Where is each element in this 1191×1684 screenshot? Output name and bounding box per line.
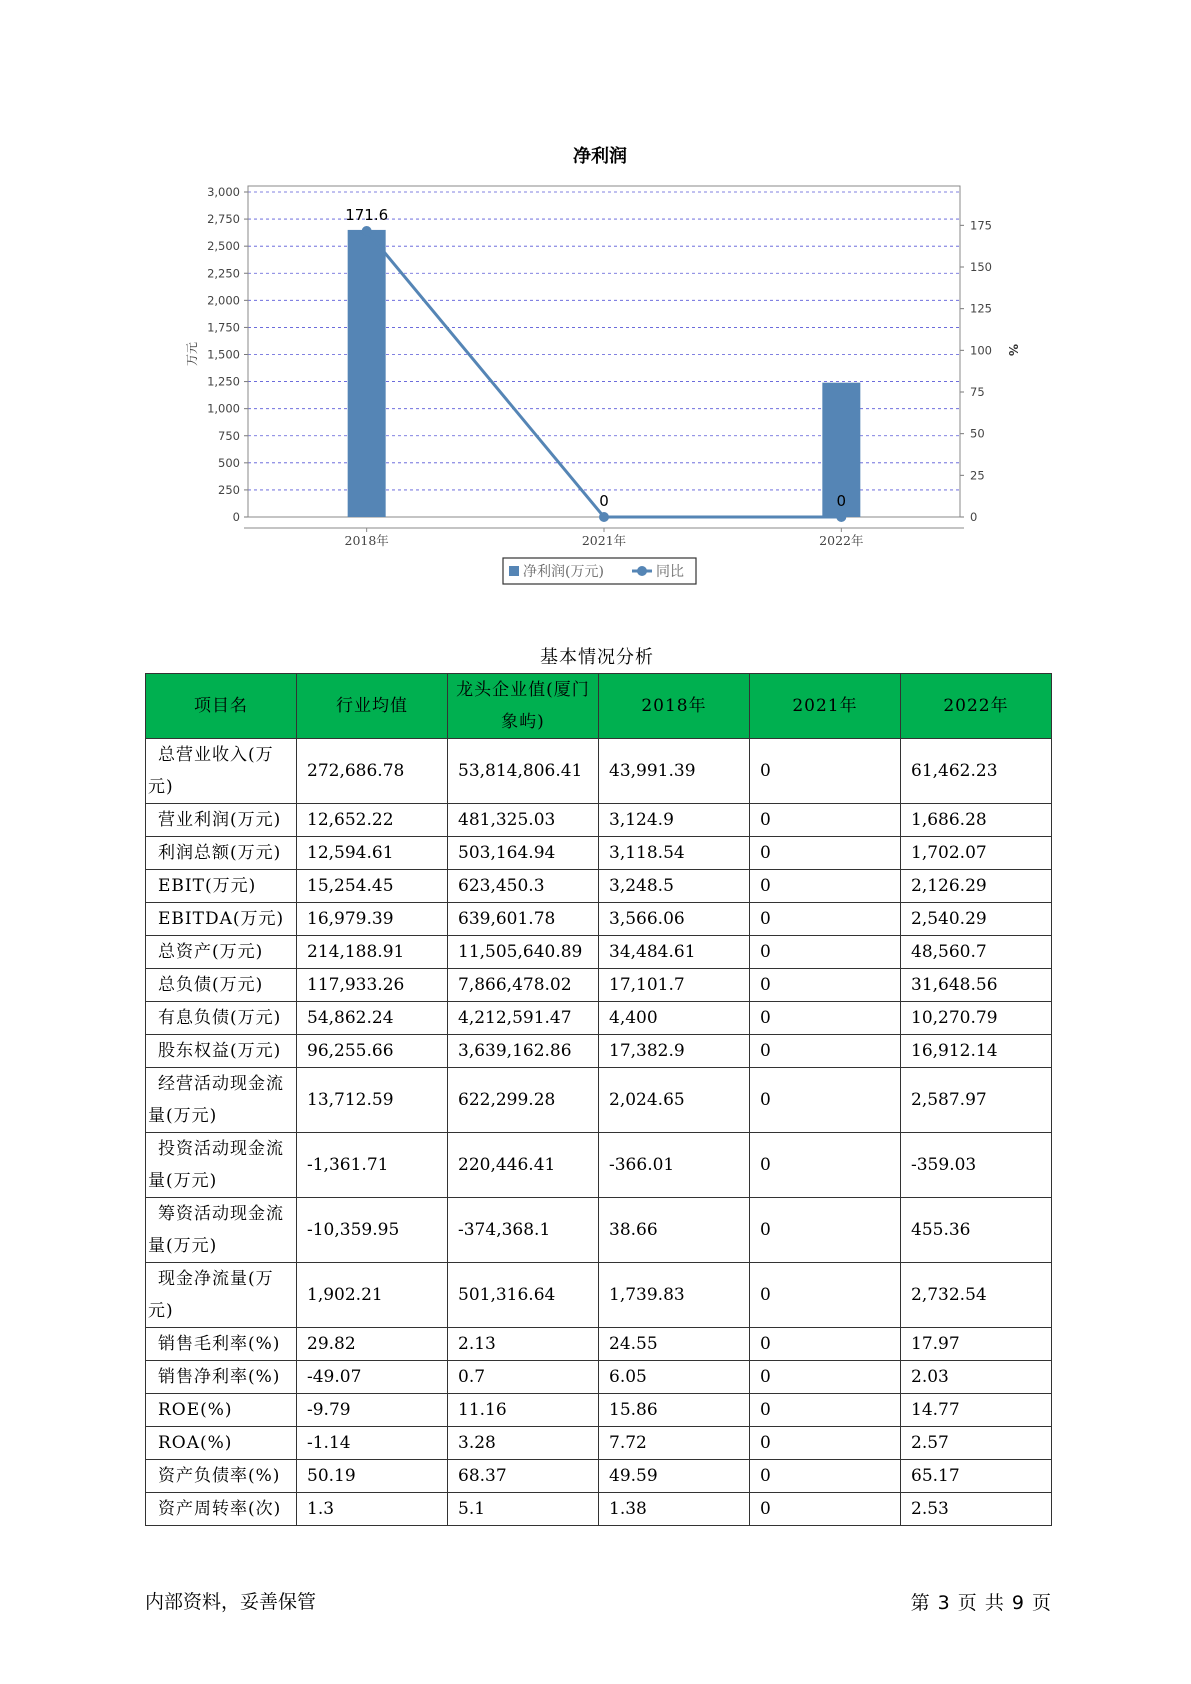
y2-tick-label: 175 [970,218,992,233]
row-value: 0.7 [448,1361,599,1394]
y-tick-label: 2,000 [207,293,240,308]
legend-line-label: 同比 [656,564,684,580]
row-value: 38.66 [599,1198,750,1263]
row-name [146,1002,297,1035]
row-value: 6.05 [599,1361,750,1394]
row-value: 1.38 [599,1493,750,1526]
row-name [146,739,297,804]
row-value: 623,450.3 [448,870,599,903]
table-row [146,870,1052,903]
row-value: 1,902.21 [297,1263,448,1328]
y-tick-label: 1,750 [207,320,240,335]
row-value: 15.86 [599,1394,750,1427]
row-value: 501,316.64 [448,1263,599,1328]
row-name [146,1493,297,1526]
y2-axis-label: % [1006,343,1020,357]
row-value: 5.1 [448,1493,599,1526]
table-row [146,1133,1052,1198]
row-name [146,969,297,1002]
row-value: 481,325.03 [448,804,599,837]
row-value: 2,024.65 [599,1068,750,1133]
row-value: 16,912.14 [901,1035,1052,1068]
row-value: 54,862.24 [297,1002,448,1035]
row-name [146,1068,297,1133]
row-value: 2,540.29 [901,903,1052,936]
y-tick-label: 3,000 [207,185,240,199]
row-value: 3,118.54 [599,837,750,870]
row-value: 0 [750,969,901,1002]
y-tick-label: 1,250 [207,374,240,389]
row-value: 3,124.9 [599,804,750,837]
row-value: 96,255.66 [297,1035,448,1068]
row-name-text: 营业利润(万元) [158,810,282,830]
row-name-text: 利润总额(万元) [158,843,282,863]
row-name-text: 总负债(万元) [158,975,264,995]
row-value: 2,126.29 [901,870,1052,903]
row-value: 0 [750,903,901,936]
row-name-text: ROE(%) [158,1400,233,1420]
table-row [146,903,1052,936]
table-row [146,1427,1052,1460]
legend-bar-swatch [509,566,519,576]
row-value: 2.03 [901,1361,1052,1394]
table-row [146,1493,1052,1526]
row-value: 68.37 [448,1460,599,1493]
row-value: 272,686.78 [297,739,448,804]
row-name [146,903,297,936]
y-tick-label: 2,750 [207,212,240,227]
y-tick-label: 750 [218,428,240,443]
row-name [146,1427,297,1460]
row-value: 61,462.23 [901,739,1052,804]
row-value: 34,484.61 [599,936,750,969]
row-value: 15,254.45 [297,870,448,903]
y2-tick-label: 125 [970,301,992,316]
row-value: 1,702.07 [901,837,1052,870]
row-value: 117,933.26 [297,969,448,1002]
row-value: 220,446.41 [448,1133,599,1198]
row-value: 0 [750,1035,901,1068]
row-value: 2.53 [901,1493,1052,1526]
row-value: 0 [750,1198,901,1263]
y2-tick-label: 50 [970,426,985,441]
row-name [146,1361,297,1394]
row-value: 65.17 [901,1460,1052,1493]
analysis-table [145,673,1052,1526]
row-value: 13,712.59 [297,1068,448,1133]
table-body [146,739,1052,1526]
row-value: 16,979.39 [297,903,448,936]
point-yoy [362,226,372,236]
row-value: -1.14 [297,1427,448,1460]
row-value: 0 [750,870,901,903]
row-name-text: 股东权益(万元) [158,1041,282,1061]
row-value: 0 [750,837,901,870]
row-value: 12,652.22 [297,804,448,837]
row-value: 1,686.28 [901,804,1052,837]
row-name-text: ROA(%) [158,1433,233,1453]
row-value: 0 [750,804,901,837]
row-name-text: 总营业收入(万元) [148,745,274,797]
row-value: -1,361.71 [297,1133,448,1198]
table-row [146,1002,1052,1035]
row-name [146,804,297,837]
header-item-name: 项目名 [146,674,297,739]
row-value: 2,732.54 [901,1263,1052,1328]
legend-bar-label: 净利润(万元) [523,564,604,580]
row-value: 7,866,478.02 [448,969,599,1002]
table-row [146,1394,1052,1427]
table-row [146,1198,1052,1263]
chart-svg [0,0,1191,600]
row-value: 1,739.83 [599,1263,750,1328]
table-row [146,1068,1052,1133]
table-row [146,1460,1052,1493]
row-value: -49.07 [297,1361,448,1394]
row-value: 11.16 [448,1394,599,1427]
bar-net-profit [348,230,386,517]
row-name-text: EBIT(万元) [158,876,257,896]
row-value: 3,639,162.86 [448,1035,599,1068]
y2-tick-label: 25 [970,468,985,483]
row-value: 24.55 [599,1328,750,1361]
row-name [146,1460,297,1493]
y-tick-label: 500 [218,455,240,470]
row-value: 0 [750,1493,901,1526]
y-tick-label: 0 [232,510,240,524]
chart-title: 净利润 [573,146,627,167]
row-name [146,1035,297,1068]
table-row [146,837,1052,870]
row-value: -359.03 [901,1133,1052,1198]
row-value: 0 [750,739,901,804]
row-value: 503,164.94 [448,837,599,870]
row-name-text: EBITDA(万元) [158,909,285,929]
data-label-yoy: 171.6 [345,206,389,224]
row-name [146,1198,297,1263]
row-value: 31,648.56 [901,969,1052,1002]
row-name [146,1133,297,1198]
table-caption: 基本情况分析 [540,647,654,668]
row-value: 0 [750,1328,901,1361]
point-yoy [599,512,609,522]
row-name-text: 总资产(万元) [158,942,264,962]
row-value: 2.13 [448,1328,599,1361]
footer-page-number: 第 3 页 共 9 页 [910,1592,1051,1614]
line-yoy [367,231,842,517]
row-value: 455.36 [901,1198,1052,1263]
row-name [146,1328,297,1361]
row-name-text: 销售毛利率(%) [158,1334,281,1354]
y2-tick-label: 150 [970,260,992,274]
header-industry-avg: 行业均值 [297,674,448,739]
header-2018: 2018年 [599,674,750,739]
row-name [146,870,297,903]
footer-confidential: 内部资料，妥善保管 [145,1591,317,1613]
row-name-text: 资产负债率(%) [158,1466,281,1486]
row-name-text: 销售净利率(%) [158,1367,281,1387]
y-tick-label: 2,500 [207,239,240,254]
table-row [146,804,1052,837]
row-value: 1.3 [297,1493,448,1526]
table-row [146,1263,1052,1328]
row-value: -9.79 [297,1394,448,1427]
row-value: 0 [750,1068,901,1133]
header-2021: 2021年 [750,674,901,739]
row-value: 2,587.97 [901,1068,1052,1133]
row-value: 0 [750,936,901,969]
row-value: 622,299.28 [448,1068,599,1133]
row-value: 53,814,806.41 [448,739,599,804]
row-value: 7.72 [599,1427,750,1460]
table-row [146,739,1052,804]
row-value: 0 [750,1133,901,1198]
row-name-text: 现金净流量(万元) [148,1269,274,1321]
row-value: 0 [750,1361,901,1394]
row-value: 17.97 [901,1328,1052,1361]
row-value: 0 [750,1263,901,1328]
header-leader-value: 龙头企业值(厦门象屿) [448,674,599,739]
row-name [146,1394,297,1427]
row-value: -366.01 [599,1133,750,1198]
table-row [146,1361,1052,1394]
row-value: 17,101.7 [599,969,750,1002]
row-value: 12,594.61 [297,837,448,870]
row-name [146,837,297,870]
row-name [146,1263,297,1328]
y2-tick-label: 0 [970,510,978,524]
row-value: 0 [750,1002,901,1035]
table-row [146,969,1052,1002]
row-name-text: 资产周转率(次) [158,1499,282,1519]
row-value: 50.19 [297,1460,448,1493]
row-value: 3.28 [448,1427,599,1460]
table-row [146,1328,1052,1361]
row-value: 3,248.5 [599,870,750,903]
x-tick-label: 2021年 [581,533,627,548]
row-value: 49.59 [599,1460,750,1493]
row-name-text: 筹资活动现金流量(万元) [148,1204,284,1256]
y2-tick-label: 100 [970,343,992,358]
row-value: 17,382.9 [599,1035,750,1068]
y2-tick-label: 75 [970,385,985,399]
row-value: 639,601.78 [448,903,599,936]
y-tick-label: 1,000 [207,401,240,416]
row-value: 214,188.91 [297,936,448,969]
header-2022: 2022年 [901,674,1052,739]
row-value: 0 [750,1394,901,1427]
row-value: -10,359.95 [297,1198,448,1263]
legend-line-marker [637,566,647,576]
row-value: 48,560.7 [901,936,1052,969]
row-value: 14.77 [901,1394,1052,1427]
row-value: 11,505,640.89 [448,936,599,969]
y-tick-label: 1,500 [207,347,240,362]
table-row [146,936,1052,969]
y-axis-label: 万元 [185,341,199,367]
row-value: 4,212,591.47 [448,1002,599,1035]
row-value: 3,566.06 [599,903,750,936]
data-label-yoy: 0 [836,492,847,510]
y-tick-label: 250 [218,482,240,497]
row-name-text: 有息负债(万元) [158,1008,282,1028]
row-name-text: 投资活动现金流量(万元) [148,1139,284,1191]
row-value: 43,991.39 [599,739,750,804]
row-value: 29.82 [297,1328,448,1361]
x-tick-label: 2022年 [819,533,864,548]
point-yoy [836,512,846,522]
row-value: 0 [750,1460,901,1493]
row-value: -374,368.1 [448,1198,599,1263]
data-label-yoy: 0 [599,492,609,510]
row-name [146,936,297,969]
row-value: 2.57 [901,1427,1052,1460]
row-value: 4,400 [599,1002,750,1035]
row-value: 0 [750,1427,901,1460]
table-row [146,1035,1052,1068]
x-tick-label: 2018年 [344,533,389,548]
row-name-text: 经营活动现金流量(万元) [148,1074,284,1126]
row-value: 10,270.79 [901,1002,1052,1035]
y-tick-label: 2,250 [207,266,240,281]
net-profit-chart [0,0,1191,600]
table-header-row [146,674,1052,739]
